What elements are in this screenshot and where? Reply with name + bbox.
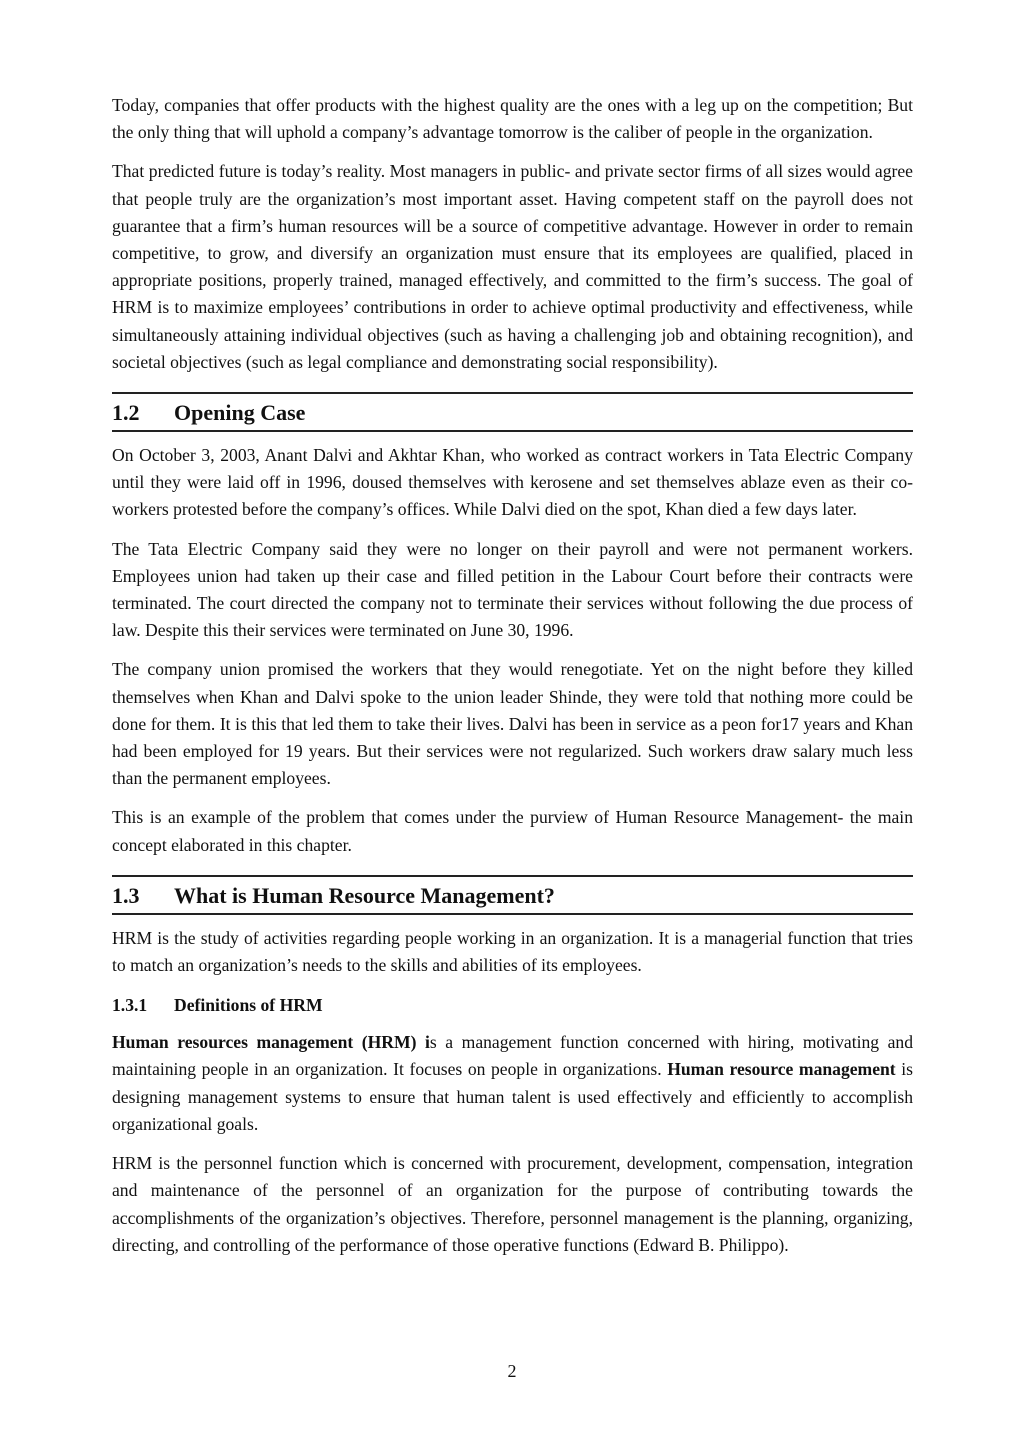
- definition-text-1: s a management function concerned with hiring, motivating and maintaining people in an organization. It focuses on people in organizations.: [112, 1032, 914, 1080]
- document-page: [112, 92, 913, 1271]
- section-title: Opening Case: [174, 400, 306, 426]
- subsection-number: 1.3.1: [112, 995, 148, 1016]
- page-number: 2: [507, 1361, 517, 1381]
- opening-case-paragraph-4: This is an example of the problem that comes under the purview of Human Resource Management- the main concept elaborated in this chapter.: [112, 807, 913, 855]
- section-number: 1.2: [112, 400, 140, 426]
- section-title: What is Human Resource Management?: [174, 882, 555, 908]
- section-heading-1-2: [112, 392, 913, 432]
- intro-paragraph-2: That predicted future is today’s reality. Most managers in public- and private sector firms of all sizes would agree that people truly are the organization’s most important asset. Having competent staff on the payroll does not guarantee that a firm’s human resources will be a source of competitive advantage. However in order to remain competitive, to grow, and diversify an organization must ensure that its employees are qualified, placed in appropriate positions, properly trained, managed effectively, and committed to the firm’s success. The goal of HRM is to maximize employees’ contributions in order to achieve optimal productivity and effectiveness, while simultaneously attaining individual objectives (such as having a challenging job and obtaining recognition), and societal objectives (such as legal compliance and demonstrating social responsibility).: [112, 161, 913, 372]
- definition-term-1: Human resources management (HRM) i: [112, 1032, 430, 1053]
- intro-paragraph-1: Today, companies that offer products with the highest quality are the ones with a leg up on the competition; But the only thing that will uphold a company’s advantage tomorrow is the caliber of people in the organization.: [112, 95, 913, 143]
- hrm-intro-paragraph: HRM is the study of activities regarding people working in an organization. It is a managerial function that tries to match an organization’s needs to the skills and abilities of its employees.: [112, 927, 913, 976]
- opening-case-paragraph-2: The Tata Electric Company said they were no longer on their payroll and were not permanent workers. Employees union had taken up their case and filled petition in the Labour Court before their contracts were terminated. The court directed the company not to terminate their services without following the due process of law. Despite this their services were terminated on June 30, 1996.: [112, 538, 913, 641]
- definition-paragraph-2: HRM is the personnel function which is concerned with procurement, development, compensation, integration and maintenance of the personnel of an organization for the purpose of contributing towards the accomplishments of the organization’s objectives. Therefore, personnel management is the planning, organizing, directing, and controlling of the performance of those operative functions (Edward B. Philippo).: [112, 1153, 913, 1255]
- section-heading-1-3: [112, 875, 913, 915]
- opening-case-paragraph-1: On October 3, 2003, Anant Dalvi and Akhtar Khan, who worked as contract workers in Tata Electric Company until they were laid off in 1996, doused themselves with kerosene and set themselves ablaze even as their co-workers protested before the company’s offices. While Dalvi died on the spot, Khan died a few days later.: [112, 445, 913, 520]
- definition-text-2: is designing management systems to ensure that human talent is used effectively and efficiently to accomplish organizational goals.: [112, 1059, 913, 1134]
- definition-paragraph-1: [112, 1029, 913, 1138]
- section-number: 1.3: [112, 882, 140, 908]
- opening-case-paragraph-3: The company union promised the workers that they would renegotiate. Yet on the night before they killed themselves when Khan and Dalvi spoke to the union leader Shinde, they were told that nothing more could be done for them. It is this that led them to take their lives. Dalvi has been in service as a peon for17 years and Khan had been employed for 19 years. But their services were not regularized. Such workers draw salary much less than the permanent employees.: [112, 659, 913, 789]
- definition-term-2: Human resource management: [667, 1059, 896, 1080]
- subsection-title: Definitions of HRM: [174, 995, 323, 1016]
- subsection-heading-1-3-1: [112, 993, 913, 1017]
